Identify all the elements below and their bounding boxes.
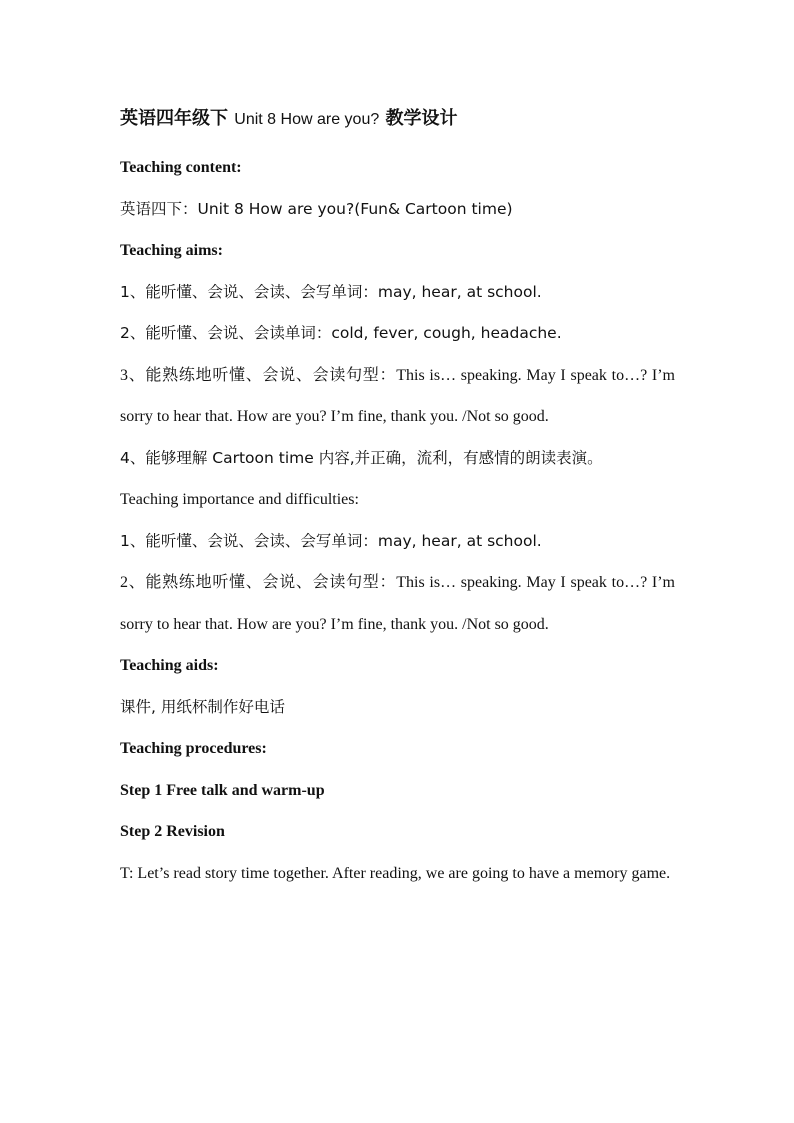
- aids-text: 课件, 用纸杯制作好电话: [120, 697, 285, 716]
- aids-heading: Teaching aids:: [120, 657, 219, 674]
- importance-item-1: 1、能听懂、会说、会读、会写单词：may, hear, at school.: [120, 531, 542, 550]
- aim-item-1: 1、能听懂、会说、会读、会写单词：may, hear, at school.: [120, 282, 542, 301]
- title-unit: Unit 8 How are you?: [234, 111, 380, 128]
- aim-item-3: 3、能熟练地听懂、会说、会读句型：This is… speaking. May I speak to…? I’m sorry to hear that. How are you? I’m fine, thank you. /Not so good.: [120, 366, 675, 425]
- document-body: [120, 104, 675, 894]
- aims-heading: Teaching aims:: [120, 242, 223, 259]
- importance-heading: Teaching importance and difficulties:: [120, 491, 359, 508]
- content-heading: Teaching content:: [120, 159, 242, 176]
- procedures-heading: Teaching procedures:: [120, 740, 267, 757]
- step-2-heading: Step 2 Revision: [120, 823, 225, 840]
- aim-item-4: 4、能够理解 Cartoon time 内容,并正确，流利，有感情的朗读表演。: [120, 448, 603, 467]
- title-cn-prefix: 英语四年级下: [120, 108, 228, 129]
- title-cn-suffix: 教学设计: [385, 108, 458, 129]
- step-2-text: T: Let’s read story time together. After reading, we are going to have a memory game.: [120, 864, 671, 882]
- content-text: 英语四下：Unit 8 How are you?(Fun& Cartoon time): [120, 199, 513, 218]
- aim-item-2: 2、能听懂、会说、会读单词：cold, fever, cough, headache.: [120, 324, 562, 342]
- importance-item-2: 2、能熟练地听懂、会说、会读句型：This is… speaking. May I speak to…? I’m sorry to hear that. How are you? I’m fine, thank you. /Not so good.: [120, 574, 675, 633]
- document-title: [120, 104, 675, 135]
- step-1-heading: Step 1 Free talk and warm-up: [120, 781, 325, 799]
